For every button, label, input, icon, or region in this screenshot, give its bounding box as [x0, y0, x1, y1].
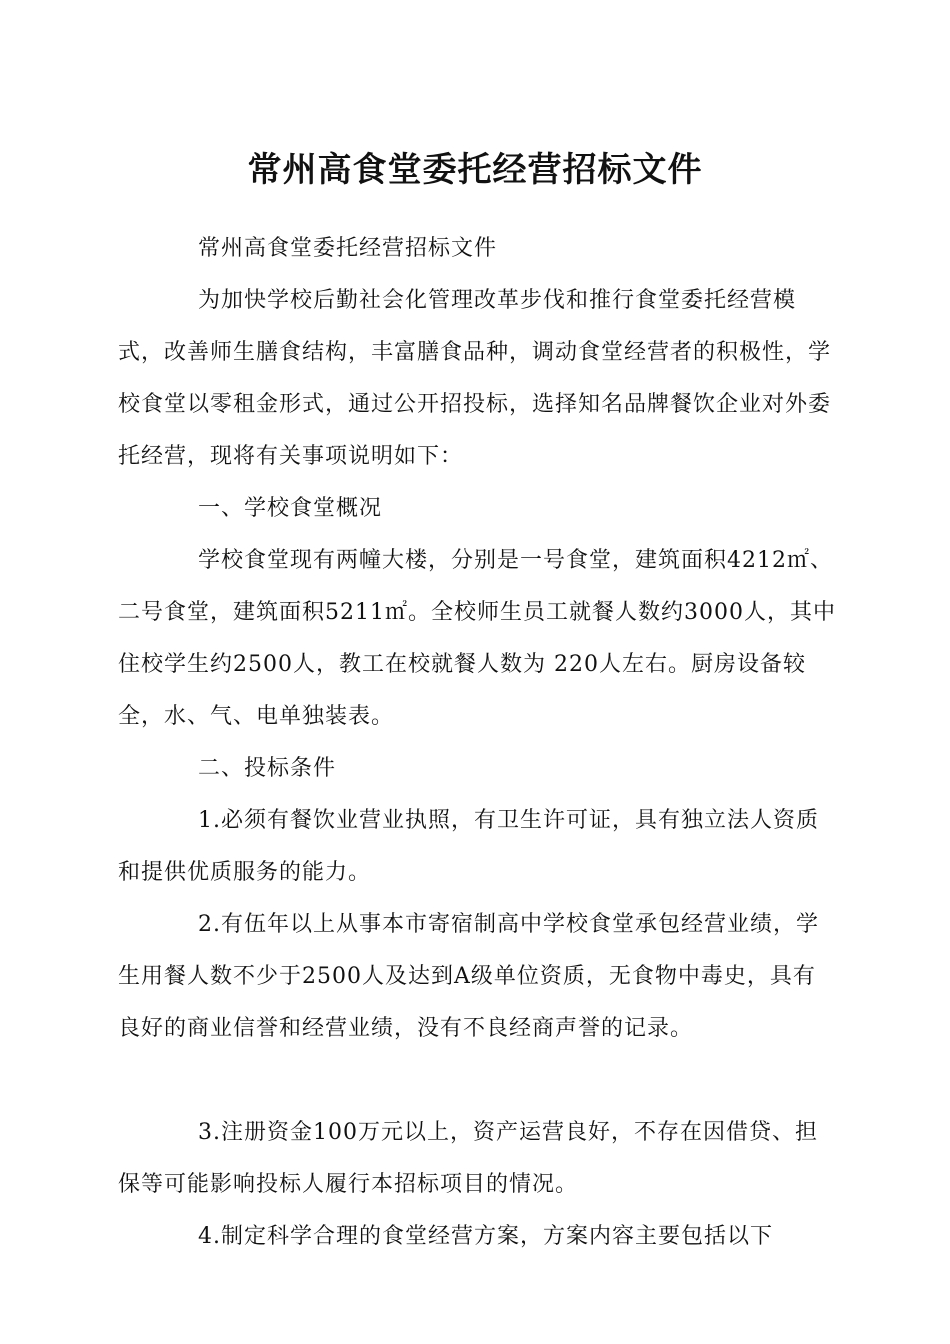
- document-body: [118, 223, 838, 1263]
- paragraph-subtitle: 常州高食堂委托经营招标文件: [198, 236, 498, 261]
- section-heading-2: 二、投标条件: [198, 756, 337, 781]
- paragraph-condition-4: 4.制定科学合理的食堂经营方案，方案内容主要包括以下: [198, 1224, 773, 1249]
- document-title: 常州高食堂委托经营招标文件: [247, 150, 703, 190]
- paragraph-condition-2: 2.有伍年以上从事本市寄宿制高中学校食堂承包经营业绩，学生用餐人数不少于2500人及达到A级单位资质，无食物中毒史，具有良好的商业信誉和经营业绩，没有不良经商声誉的记录。: [118, 912, 819, 1041]
- section-heading-1: 一、学校食堂概况: [198, 496, 383, 521]
- paragraph-canteen-overview: 学校食堂现有两幢大楼，分别是一号食堂，建筑面积4212㎡、二号食堂，建筑面积5211㎡。全校师生员工就餐人数约3000人，其中住校学生约2500人，教工在校就餐人数为 220人左右。厨房设备较全，水、气、电单独装表。: [118, 548, 836, 729]
- paragraph-condition-3: 3.注册资金100万元以上，资产运营良好，不存在因借贷、担保等可能影响投标人履行本招标项目的情况。: [118, 1120, 818, 1197]
- paragraph-intro: 为加快学校后勤社会化管理改革步伐和推行食堂委托经营模式，改善师生膳食结构，丰富膳食品种，调动食堂经营者的积极性，学校食堂以零租金形式，通过公开招投标，选择知名品牌餐饮企业对外委托经营，现将有关事项说明如下：: [118, 288, 832, 469]
- paragraph-condition-1: 1.必须有餐饮业营业执照，有卫生许可证，具有独立法人资质和提供优质服务的能力。: [118, 808, 819, 885]
